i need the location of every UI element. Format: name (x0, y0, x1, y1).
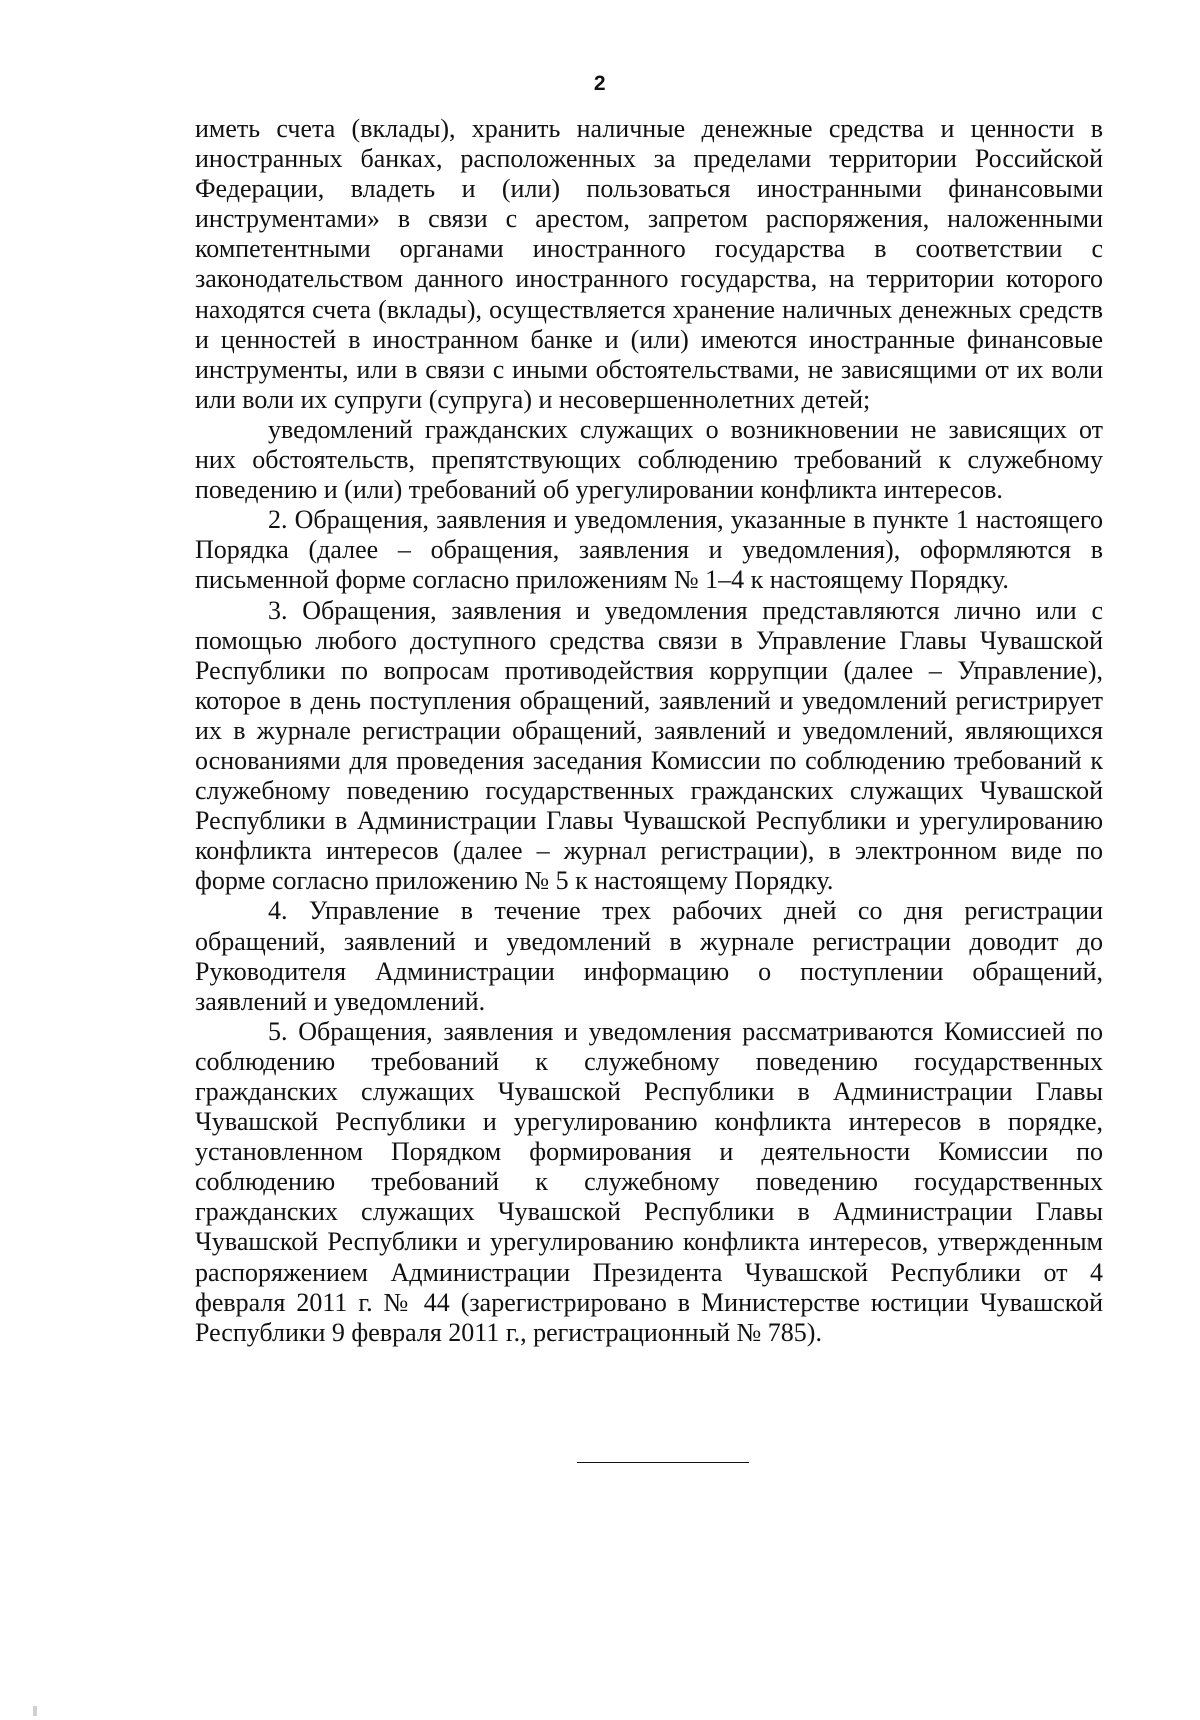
paragraph-notifications: уведомлений гражданских служащих о возникновении не зависящих от них обстоятельств, препятствующих соблюдению требований к служебному поведению и (или) требований об урегулировании конфликта интересов. (195, 414, 1103, 505)
closing-divider (577, 1462, 749, 1463)
scan-edge-mark (33, 1706, 37, 1716)
paragraph-item-3: 3. Обращения, заявления и уведомления представляются лично или с помощью любого доступного средства связи в Управление Главы Чувашской Республики по вопросам противодействия коррупции (далее – Управление), которое в день поступления обращений, заявлений и уведомлений регистрирует их в журнале регистрации обращений, заявлений и уведомлений, являющихся основаниями для проведения заседания Комиссии по соблюдению требований к служебному поведению государственных гражданских служащих Чувашской Республики в Администрации Главы Чувашской Республики и урегулированию конфликта интересов (далее – журнал регистрации), в электронном виде по форме согласно приложению № 5 к настоящему Порядку. (195, 595, 1103, 896)
paragraph-item-2: 2. Обращения, заявления и уведомления, указанные в пункте 1 настоящего Порядка (далее – обращения, заявления и уведомления), оформляются в письменной форме согласно приложениям № 1–4 к настоящему Порядку. (195, 505, 1103, 595)
paragraph-item-5: 5. Обращения, заявления и уведомления рассматриваются Комиссией по соблюдению требований к служебному поведению государственных гражданских служащих Чувашской Республики в Администрации Главы Чувашской Республики и урегулированию конфликта интересов в порядке, установленном Порядком формирования и деятельности Комиссии по соблюдению требований к служебному поведению государственных гражданских служащих Чувашской Республики в Администрации Главы Чувашской Республики и урегулированию конфликта интересов, утвержденным распоряжением Администрации Президента Чувашской Республики от 4 февраля 2011 г. № 44 (зарегистрировано в Министерстве юстиции Чувашской Республики 9 февраля 2011 г., регистрационный № 785). (195, 1016, 1103, 1347)
paragraph-continuation: иметь счета (вклады), хранить наличные денежные средства и ценности в иностранных банках, расположенных за пределами территории Российской Федерации, владеть и (или) пользоваться иностранными финансовыми инструментами» в связи с арестом, запретом распоряжения, наложенными компетентными органами иностранного государства в соответствии с законодательством данного иностранного государства, на территории которого находятся счета (вклады), осуществляется хранение наличных денежных средств и ценностей в иностранном банке и (или) имеются иностранные финансовые инструменты, или в связи с иными обстоятельствами, не зависящими от их воли или воли их супруги (супруга) и несовершеннолетних детей; (195, 114, 1103, 414)
page-number: 2 (593, 72, 607, 95)
paragraph-item-4: 4. Управление в течение трех рабочих дней со дня регистрации обращений, заявлений и уведомлений в журнале регистрации доводит до Руководителя Администрации информацию о поступлении обращений, заявлений и уведомлений. (195, 896, 1103, 1016)
document-body (195, 114, 1103, 1348)
